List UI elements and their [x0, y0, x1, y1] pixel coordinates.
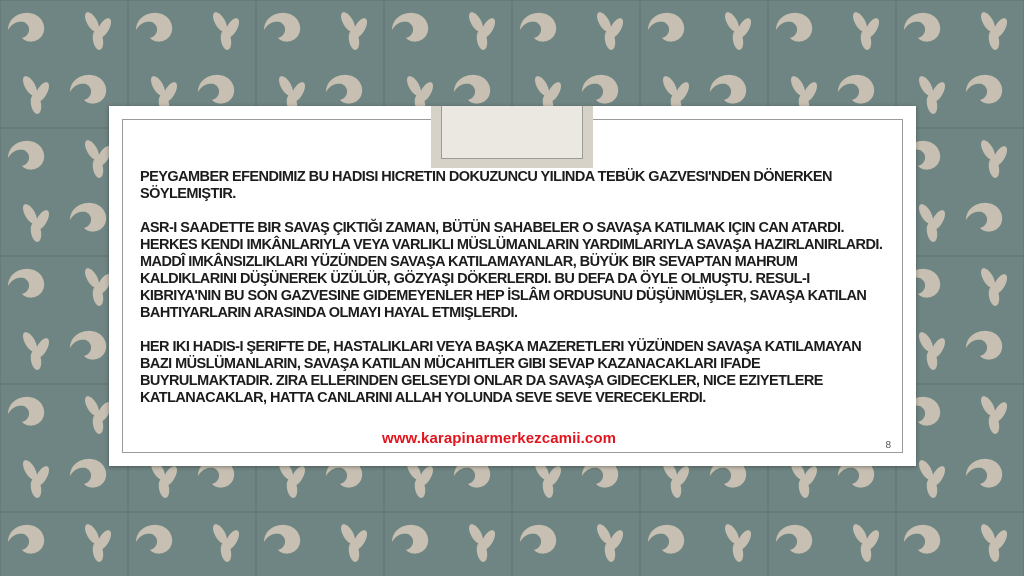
website-link[interactable]: www.karapinarmerkezcamii.com	[382, 430, 617, 447]
paragraph-1: PEYGAMBER EFENDIMIZ BU HADISI HICRETIN DOKUZUNCU YILINDA TEBÜK GAZVESI'NDEN DÖNERKEN SÖYLEMIŞTIR.	[140, 169, 832, 202]
slide-header-tab-inner	[441, 106, 583, 159]
slide-body-text	[140, 169, 888, 407]
page-number: 8	[885, 440, 891, 451]
paragraph-2: ASR-I SAADETTE BIR SAVAŞ ÇIKTIĞI ZAMAN, BÜTÜN SAHABELER O SAVAŞA KATILMAK IÇIN CAN ATARDI. HERKES KENDI IMKÂNLARIYLA VEYA VARLIKLI MÜSLÜMANLARIN YARDIMLARIYLA SAVAŞA HAZIRLANIRLARDI. MADDÎ IMKÂNSIZLIKLARI YÜZÜNDEN SAVAŞA KATILAMAYANLAR, BÜYÜK BIR SEVAPTAN MAHRUM KALDIKLARINI DÜŞÜNEREK ÜZÜLÜR, GÖZYAŞI DÖKERLERDI. BU DEFA DA ÖYLE OLMUŞTU. RESUL-I KIBRIYA'NIN BU SON GAZVESINE GIDEMEYENLER HEP İSLÂM ORDUSUNU DÜŞÜNMÜŞLER, SAVAŞA KATILAN BAHTIYARLARIN ARASINDA OLMAYI HAYAL ETMIŞLERDI.	[140, 220, 883, 321]
slide-card	[109, 106, 916, 466]
slide-header-tab	[431, 106, 593, 168]
paragraph-3: HER IKI HADIS-I ŞERIFTE DE, HASTALIKLARI VEYA BAŞKA MAZERETLERI YÜZÜNDEN SAVAŞA KATILAMAYAN BAZI MÜSLÜMANLARIN, SAVAŞA KATILAN MÜCAHITLER GIBI SEVAP KAZANACAKLARI IFADE BUYRULMAKTADIR. ZIRA ELLERINDEN GELSEYDI ONLAR DA SAVAŞA GIDECEKLER, NICE EZIYETLERE KATLANACAKLAR, HATTA CANLARINI ALLAH YOLUNDA SEVE SEVE VERECEKLERDI.	[140, 339, 862, 406]
